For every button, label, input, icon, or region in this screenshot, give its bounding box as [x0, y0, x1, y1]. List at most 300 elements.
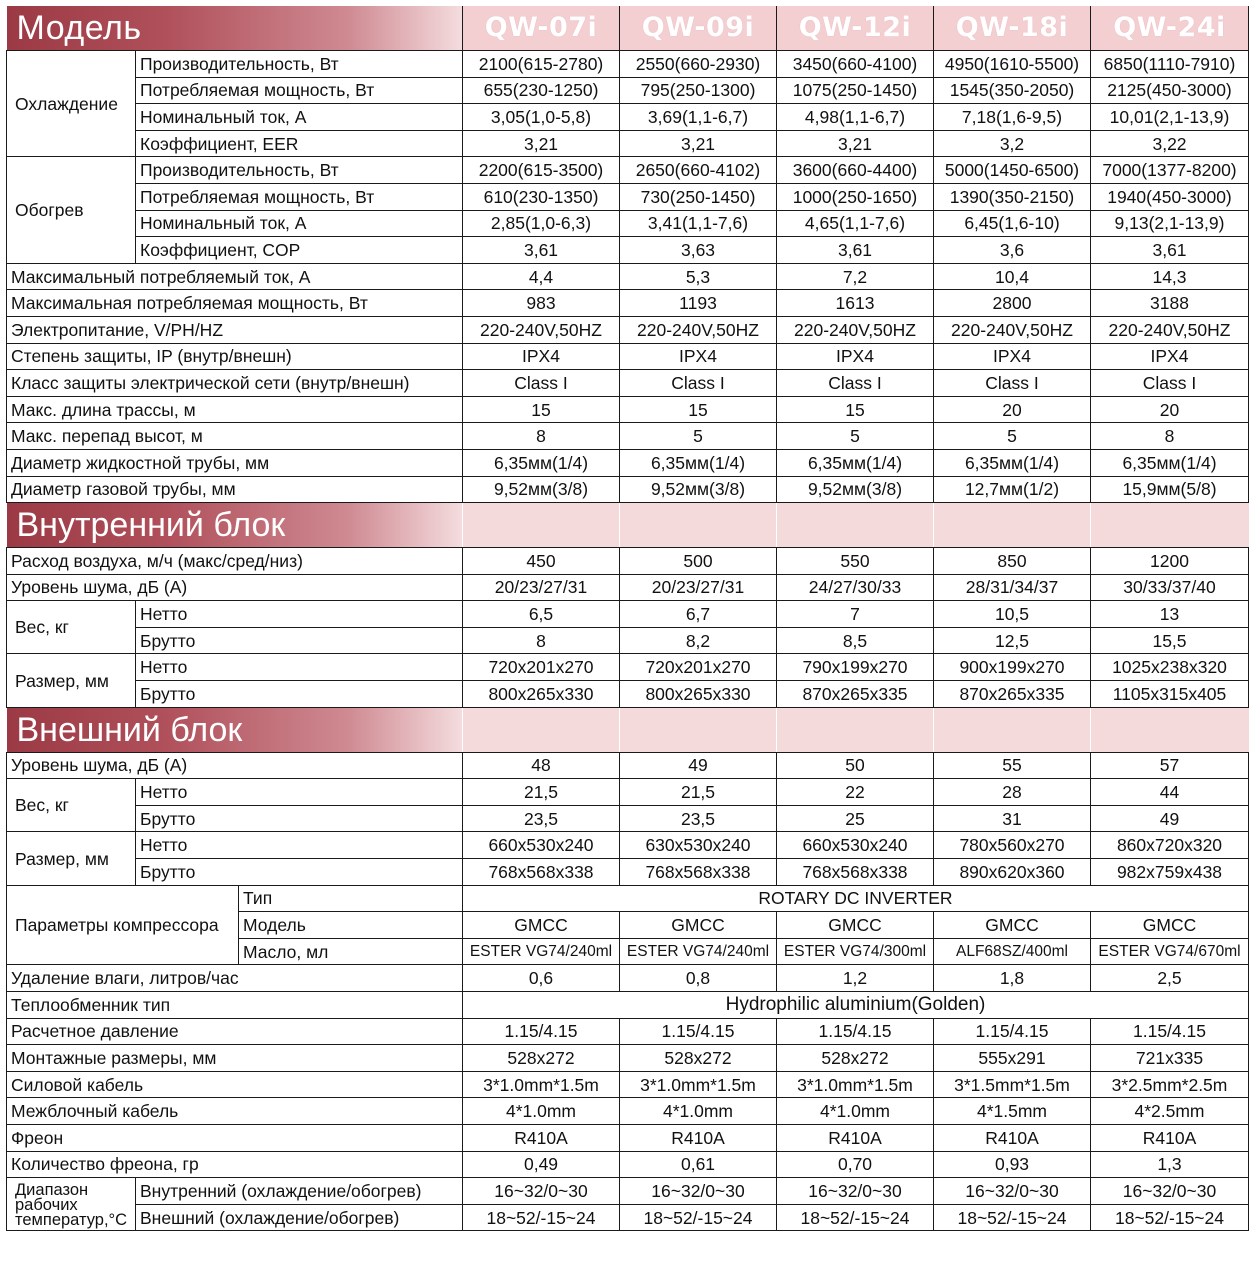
value-cell: R410A	[934, 1124, 1091, 1151]
value-cell: 48	[463, 752, 620, 779]
spec-row	[7, 237, 1249, 264]
value-cell: 6,45(1,6-10)	[934, 210, 1091, 237]
value-cell: 870x265x335	[934, 681, 1091, 708]
band-fill	[463, 707, 620, 752]
section-title-indoor: Внутренний блок	[7, 503, 463, 548]
value-cell: 3,2	[934, 130, 1091, 157]
value-cell: Class I	[1091, 370, 1249, 397]
spec-row	[7, 779, 1249, 806]
spec-row	[7, 423, 1249, 450]
value-cell: 18~52/-15~24	[1091, 1204, 1249, 1231]
value-cell: 14,3	[1091, 263, 1249, 290]
value-cell: 3,21	[463, 130, 620, 157]
row-label: Монтажные размеры, мм	[7, 1045, 463, 1072]
value-cell: 220-240V,50HZ	[620, 316, 777, 343]
spec-row	[7, 51, 1249, 78]
value-cell: 0,6	[463, 965, 620, 992]
value-cell: 16~32/0~30	[1091, 1178, 1249, 1205]
value-cell: Class I	[463, 370, 620, 397]
value-cell: 1.15/4.15	[1091, 1018, 1249, 1045]
value-cell: 220-240V,50HZ	[1091, 316, 1249, 343]
value-cell: 49	[620, 752, 777, 779]
value-cell: R410A	[1091, 1124, 1249, 1151]
row-label: Уровень шума, дБ (А)	[7, 752, 463, 779]
spec-row	[7, 1045, 1249, 1072]
value-cell: 10,01(2,1-13,9)	[1091, 104, 1249, 131]
value-cell: 1.15/4.15	[777, 1018, 934, 1045]
value-cell: ALF68SZ/400ml	[934, 938, 1091, 965]
spec-row	[7, 832, 1249, 859]
row-label: Электропитание, V/PH/HZ	[7, 316, 463, 343]
row-label: Нетто	[136, 601, 463, 628]
value-cell: 528x272	[463, 1045, 620, 1072]
row-label: Потребляемая мощность, Вт	[136, 77, 463, 104]
spec-row	[7, 601, 1249, 628]
band-fill	[777, 707, 934, 752]
row-label: Внутренний (охлаждение/обогрев)	[136, 1178, 463, 1205]
value-cell: R410A	[620, 1124, 777, 1151]
value-cell: 900x199x270	[934, 654, 1091, 681]
value-cell: 528x272	[620, 1045, 777, 1072]
value-cell: 44	[1091, 779, 1249, 806]
model-heading: Модель	[7, 6, 463, 51]
value-cell: 4*1.0mm	[463, 1098, 620, 1125]
value-cell: 1000(250-1650)	[777, 183, 934, 210]
value-cell: 1940(450-3000)	[1091, 183, 1249, 210]
section-band-outdoor	[7, 707, 1249, 752]
row-label: Нетто	[136, 779, 463, 806]
row-label: Коэффициент, COP	[136, 237, 463, 264]
row-label: Модель	[239, 912, 463, 939]
value-cell: 3*1.0mm*1.5m	[777, 1071, 934, 1098]
value-cell: 3,22	[1091, 130, 1249, 157]
group-label-weight: Вес, кг	[7, 779, 136, 832]
band-fill	[934, 707, 1091, 752]
value-cell: 795(250-1300)	[620, 77, 777, 104]
row-label: Внешний (охлаждение/обогрев)	[136, 1204, 463, 1231]
value-cell: GMCC	[463, 912, 620, 939]
row-label: Номинальный ток, А	[136, 104, 463, 131]
value-cell: 6,5	[463, 601, 620, 628]
value-cell: 4,98(1,1-6,7)	[777, 104, 934, 131]
row-label: Расход воздуха, м/ч (макс/сред/низ)	[7, 548, 463, 575]
value-cell: 850	[934, 548, 1091, 575]
section-band-indoor	[7, 503, 1249, 548]
value-cell: 3188	[1091, 290, 1249, 317]
value-cell: 660x530x240	[777, 832, 934, 859]
value-cell: 15,5	[1091, 627, 1249, 654]
row-label: Диаметр жидкостной трубы, мм	[7, 449, 463, 476]
spec-row	[7, 1151, 1249, 1178]
value-cell: 0,8	[620, 965, 777, 992]
value-cell: 630x530x240	[620, 832, 777, 859]
value-cell: 20	[934, 396, 1091, 423]
value-cell: 555x291	[934, 1045, 1091, 1072]
group-label-heating: Обогрев	[7, 157, 136, 263]
spec-row	[7, 805, 1249, 832]
value-cell: 12,5	[934, 627, 1091, 654]
value-cell: 22	[777, 779, 934, 806]
header-row	[7, 6, 1249, 51]
band-fill	[620, 503, 777, 548]
value-cell: 528x272	[777, 1045, 934, 1072]
value-cell: 20/23/27/31	[620, 574, 777, 601]
spec-row	[7, 965, 1249, 992]
spec-row	[7, 1124, 1249, 1151]
value-cell: 4*1.0mm	[620, 1098, 777, 1125]
value-cell: 1.15/4.15	[463, 1018, 620, 1045]
value-cell: 3450(660-4100)	[777, 51, 934, 78]
row-label: Межблочный кабель	[7, 1098, 463, 1125]
row-label: Удаление влаги, литров/час	[7, 965, 463, 992]
value-cell: 6,35мм(1/4)	[1091, 449, 1249, 476]
value-cell: 3,61	[463, 237, 620, 264]
spec-row	[7, 449, 1249, 476]
value-cell: 5000(1450-6500)	[934, 157, 1091, 184]
value-cell: Hydrophilic aluminium(Golden)	[463, 992, 1249, 1019]
row-label: Потребляемая мощность, Вт	[136, 183, 463, 210]
row-label: Уровень шума, дБ (А)	[7, 574, 463, 601]
spec-row	[7, 1018, 1249, 1045]
model-name: QW-07i	[463, 6, 620, 51]
spec-row	[7, 654, 1249, 681]
value-cell: 2125(450-3000)	[1091, 77, 1249, 104]
row-label: Степень защиты, IP (внутр/внешн)	[7, 343, 463, 370]
value-cell: 30/33/37/40	[1091, 574, 1249, 601]
value-cell: 21,5	[463, 779, 620, 806]
band-fill	[463, 503, 620, 548]
value-cell: ROTARY DC INVERTER	[463, 885, 1249, 912]
value-cell: 2650(660-4102)	[620, 157, 777, 184]
spec-row	[7, 316, 1249, 343]
value-cell: 4*2.5mm	[1091, 1098, 1249, 1125]
spec-row	[7, 77, 1249, 104]
row-label: Диаметр газовой трубы, мм	[7, 476, 463, 503]
spec-row	[7, 752, 1249, 779]
value-cell: 800x265x330	[463, 681, 620, 708]
value-cell: Class I	[777, 370, 934, 397]
value-cell: 20/23/27/31	[463, 574, 620, 601]
value-cell: 6,35мм(1/4)	[934, 449, 1091, 476]
group-label-compressor: Параметры компрессора	[7, 885, 239, 965]
value-cell: 550	[777, 548, 934, 575]
value-cell: 3,61	[1091, 237, 1249, 264]
model-name: QW-09i	[620, 6, 777, 51]
value-cell: 5	[777, 423, 934, 450]
value-cell: 2100(615-2780)	[463, 51, 620, 78]
value-cell: 23,5	[463, 805, 620, 832]
value-cell: 9,52мм(3/8)	[620, 476, 777, 503]
value-cell: Class I	[620, 370, 777, 397]
value-cell: R410A	[777, 1124, 934, 1151]
value-cell: 790x199x270	[777, 654, 934, 681]
value-cell: ESTER VG74/670ml	[1091, 938, 1249, 965]
value-cell: 1613	[777, 290, 934, 317]
spec-row	[7, 343, 1249, 370]
value-cell: IPX4	[463, 343, 620, 370]
value-cell: 1390(350-2150)	[934, 183, 1091, 210]
spec-row	[7, 885, 1249, 912]
value-cell: 10,5	[934, 601, 1091, 628]
value-cell: 8	[1091, 423, 1249, 450]
value-cell: 24/27/30/33	[777, 574, 934, 601]
value-cell: 5	[934, 423, 1091, 450]
value-cell: 5	[620, 423, 777, 450]
value-cell: ESTER VG74/240ml	[620, 938, 777, 965]
group-label-temperature: Диапазон рабочих температур,°С	[7, 1178, 136, 1231]
value-cell: 16~32/0~30	[777, 1178, 934, 1205]
spec-row	[7, 370, 1249, 397]
value-cell: 6,35мм(1/4)	[777, 449, 934, 476]
spec-row	[7, 992, 1249, 1019]
value-cell: 3600(660-4400)	[777, 157, 934, 184]
value-cell: 55	[934, 752, 1091, 779]
value-cell: 5,3	[620, 263, 777, 290]
spec-row	[7, 157, 1249, 184]
value-cell: 768x568x338	[620, 859, 777, 886]
value-cell: 0,61	[620, 1151, 777, 1178]
row-label: Брутто	[136, 627, 463, 654]
value-cell: 870x265x335	[777, 681, 934, 708]
value-cell: 3*1.5mm*1.5m	[934, 1071, 1091, 1098]
value-cell: 28/31/34/37	[934, 574, 1091, 601]
value-cell: 7	[777, 601, 934, 628]
value-cell: 0,93	[934, 1151, 1091, 1178]
spec-table	[6, 6, 1249, 1231]
spec-row	[7, 548, 1249, 575]
value-cell: 1075(250-1450)	[777, 77, 934, 104]
value-cell: 18~52/-15~24	[934, 1204, 1091, 1231]
value-cell: 768x568x338	[463, 859, 620, 886]
value-cell: 15,9мм(5/8)	[1091, 476, 1249, 503]
value-cell: 3,61	[777, 237, 934, 264]
row-label: Тип	[239, 885, 463, 912]
row-label: Класс защиты электрической сети (внутр/внешн)	[7, 370, 463, 397]
group-label-size: Размер, мм	[7, 832, 136, 885]
value-cell: 6,35мм(1/4)	[620, 449, 777, 476]
value-cell: 9,52мм(3/8)	[463, 476, 620, 503]
row-label: Теплообменник тип	[7, 992, 463, 1019]
value-cell: 4,65(1,1-7,6)	[777, 210, 934, 237]
model-name: QW-18i	[934, 6, 1091, 51]
group-label-size: Размер, мм	[7, 654, 136, 707]
value-cell: ESTER VG74/300ml	[777, 938, 934, 965]
spec-row	[7, 104, 1249, 131]
value-cell: 3*1.0mm*1.5m	[463, 1071, 620, 1098]
value-cell: 500	[620, 548, 777, 575]
value-cell: 220-240V,50HZ	[934, 316, 1091, 343]
model-name: QW-12i	[777, 6, 934, 51]
row-label: Максимальная потребляемая мощность, Вт	[7, 290, 463, 317]
value-cell: 28	[934, 779, 1091, 806]
value-cell: 18~52/-15~24	[463, 1204, 620, 1231]
group-label-weight: Вес, кг	[7, 601, 136, 654]
row-label: Количество фреона, гр	[7, 1151, 463, 1178]
value-cell: 780x560x270	[934, 832, 1091, 859]
value-cell: R410A	[463, 1124, 620, 1151]
value-cell: 1200	[1091, 548, 1249, 575]
row-label: Производительность, Вт	[136, 51, 463, 78]
spec-row	[7, 130, 1249, 157]
value-cell: 3,21	[620, 130, 777, 157]
value-cell: IPX4	[777, 343, 934, 370]
spec-row	[7, 1098, 1249, 1125]
value-cell: Class I	[934, 370, 1091, 397]
value-cell: 6,35мм(1/4)	[463, 449, 620, 476]
row-label: Расчетное давление	[7, 1018, 463, 1045]
value-cell: 3*2.5mm*2.5m	[1091, 1071, 1249, 1098]
value-cell: IPX4	[1091, 343, 1249, 370]
spec-row	[7, 574, 1249, 601]
value-cell: 2800	[934, 290, 1091, 317]
row-label: Коэффициент, EER	[136, 130, 463, 157]
row-label: Производительность, Вт	[136, 157, 463, 184]
value-cell: 660x530x240	[463, 832, 620, 859]
value-cell: 3,6	[934, 237, 1091, 264]
value-cell: 7,18(1,6-9,5)	[934, 104, 1091, 131]
row-label: Макс. перепад высот, м	[7, 423, 463, 450]
row-label: Максимальный потребляемый ток, А	[7, 263, 463, 290]
value-cell: 15	[463, 396, 620, 423]
row-label: Брутто	[136, 859, 463, 886]
value-cell: 8	[463, 423, 620, 450]
value-cell: IPX4	[620, 343, 777, 370]
value-cell: 610(230-1350)	[463, 183, 620, 210]
value-cell: 13	[1091, 601, 1249, 628]
band-fill	[620, 707, 777, 752]
value-cell: 20	[1091, 396, 1249, 423]
section-title-outdoor: Внешний блок	[7, 707, 463, 752]
value-cell: 2550(660-2930)	[620, 51, 777, 78]
value-cell: 57	[1091, 752, 1249, 779]
band-fill	[1091, 707, 1249, 752]
value-cell: 720x201x270	[463, 654, 620, 681]
value-cell: 15	[620, 396, 777, 423]
value-cell: 15	[777, 396, 934, 423]
value-cell: 730(250-1450)	[620, 183, 777, 210]
value-cell: 9,52мм(3/8)	[777, 476, 934, 503]
value-cell: 655(230-1250)	[463, 77, 620, 104]
value-cell: GMCC	[934, 912, 1091, 939]
value-cell: 720x201x270	[620, 654, 777, 681]
value-cell: 800x265x330	[620, 681, 777, 708]
value-cell: 0,70	[777, 1151, 934, 1178]
value-cell: 890x620x360	[934, 859, 1091, 886]
value-cell: 16~32/0~30	[934, 1178, 1091, 1205]
spec-row	[7, 627, 1249, 654]
value-cell: 4*1.0mm	[777, 1098, 934, 1125]
value-cell: 16~32/0~30	[620, 1178, 777, 1205]
value-cell: 9,13(2,1-13,9)	[1091, 210, 1249, 237]
value-cell: 2200(615-3500)	[463, 157, 620, 184]
spec-row	[7, 290, 1249, 317]
value-cell: 3,05(1,0-5,8)	[463, 104, 620, 131]
value-cell: 1,8	[934, 965, 1091, 992]
value-cell: 3,41(1,1-7,6)	[620, 210, 777, 237]
row-label: Брутто	[136, 681, 463, 708]
value-cell: 7000(1377-8200)	[1091, 157, 1249, 184]
spec-row	[7, 681, 1249, 708]
value-cell: 8,5	[777, 627, 934, 654]
value-cell: 18~52/-15~24	[777, 1204, 934, 1231]
value-cell: 1545(350-2050)	[934, 77, 1091, 104]
value-cell: 4*1.5mm	[934, 1098, 1091, 1125]
spec-row	[7, 396, 1249, 423]
value-cell: 2,5	[1091, 965, 1249, 992]
value-cell: 4,4	[463, 263, 620, 290]
value-cell: 50	[777, 752, 934, 779]
value-cell: 49	[1091, 805, 1249, 832]
row-label: Брутто	[136, 805, 463, 832]
spec-row	[7, 183, 1249, 210]
value-cell: 16~32/0~30	[463, 1178, 620, 1205]
value-cell: 1193	[620, 290, 777, 317]
spec-row	[7, 210, 1249, 237]
value-cell: 450	[463, 548, 620, 575]
band-fill	[777, 503, 934, 548]
band-fill	[1091, 503, 1249, 548]
value-cell: 983	[463, 290, 620, 317]
value-cell: 4950(1610-5500)	[934, 51, 1091, 78]
value-cell: 31	[934, 805, 1091, 832]
row-label: Масло, мл	[239, 938, 463, 965]
value-cell: IPX4	[934, 343, 1091, 370]
value-cell: 982x759x438	[1091, 859, 1249, 886]
value-cell: 2,85(1,0-6,3)	[463, 210, 620, 237]
value-cell: 3,69(1,1-6,7)	[620, 104, 777, 131]
value-cell: 25	[777, 805, 934, 832]
row-label: Фреон	[7, 1124, 463, 1151]
value-cell: 6,7	[620, 601, 777, 628]
value-cell: 3,21	[777, 130, 934, 157]
value-cell: 3*1.0mm*1.5m	[620, 1071, 777, 1098]
value-cell: 10,4	[934, 263, 1091, 290]
row-label: Нетто	[136, 654, 463, 681]
group-label-cooling: Охлаждение	[7, 51, 136, 157]
row-label: Номинальный ток, А	[136, 210, 463, 237]
spec-row	[7, 1071, 1249, 1098]
value-cell: GMCC	[777, 912, 934, 939]
value-cell: 220-240V,50HZ	[777, 316, 934, 343]
value-cell: 7,2	[777, 263, 934, 290]
value-cell: 1025x238x320	[1091, 654, 1249, 681]
value-cell: GMCC	[620, 912, 777, 939]
value-cell: 1,3	[1091, 1151, 1249, 1178]
value-cell: 8,2	[620, 627, 777, 654]
value-cell: ESTER VG74/240ml	[463, 938, 620, 965]
spec-row	[7, 263, 1249, 290]
value-cell: 1,2	[777, 965, 934, 992]
row-label: Макс. длина трассы, м	[7, 396, 463, 423]
value-cell: GMCC	[1091, 912, 1249, 939]
value-cell: 8	[463, 627, 620, 654]
value-cell: 6850(1110-7910)	[1091, 51, 1249, 78]
value-cell: 1.15/4.15	[620, 1018, 777, 1045]
value-cell: 220-240V,50HZ	[463, 316, 620, 343]
band-fill	[934, 503, 1091, 548]
value-cell: 860x720x320	[1091, 832, 1249, 859]
value-cell: 721x335	[1091, 1045, 1249, 1072]
value-cell: 23,5	[620, 805, 777, 832]
value-cell: 12,7мм(1/2)	[934, 476, 1091, 503]
spec-row	[7, 476, 1249, 503]
value-cell: 768x568x338	[777, 859, 934, 886]
row-label: Силовой кабель	[7, 1071, 463, 1098]
value-cell: 1.15/4.15	[934, 1018, 1091, 1045]
value-cell: 18~52/-15~24	[620, 1204, 777, 1231]
spec-row	[7, 1178, 1249, 1205]
row-label: Нетто	[136, 832, 463, 859]
